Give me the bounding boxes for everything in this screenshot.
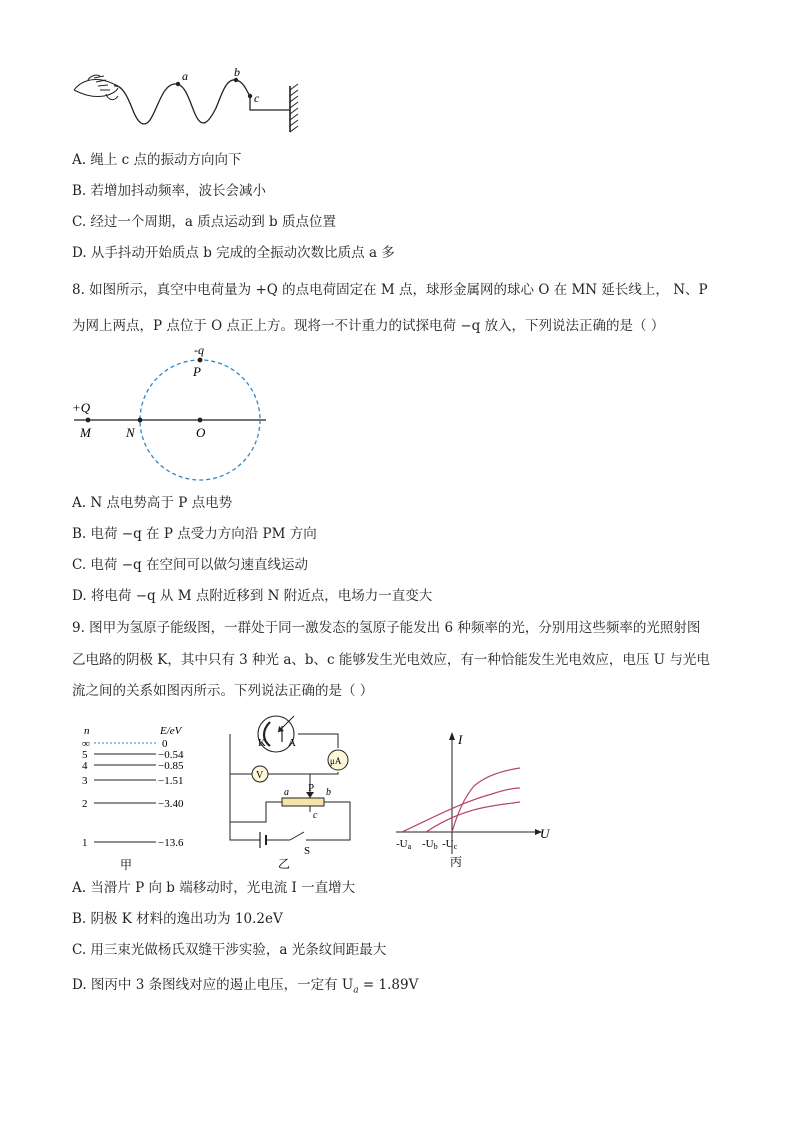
label-minus-q: -q: [194, 343, 204, 357]
q9-option-b: B. 阴极 K 材料的逸出功为 10.2eV: [72, 911, 283, 927]
label-b-end: b: [326, 787, 331, 798]
point-n: [138, 418, 143, 423]
q9-option-c: C. 用三束光做杨氏双缝干涉实验，a 光条纹间距最大: [72, 942, 387, 958]
caption-jia: 甲: [120, 858, 133, 872]
n-header: n: [84, 725, 90, 737]
level-n-1: 1: [82, 837, 88, 849]
q8-stem-line-2: 为网上两点，P 点位于 O 点正上方。现将一不计重力的试探电荷 −q 放入，下列说法正确的是（ ）: [72, 318, 665, 334]
label-c-tap: c: [313, 810, 318, 821]
label-s: S: [304, 845, 311, 857]
q9-stem-line-1: 9. 图甲为氢原子能级图，一群处于同一激发态的氢原子能发出 6 种频率的光，分别用这些频率的光照射图: [72, 620, 701, 636]
wall: [290, 84, 298, 132]
wire-bottom: [230, 822, 260, 840]
y-axis-arrow: [449, 732, 455, 740]
label-n: N: [126, 425, 135, 440]
label-m: M: [80, 425, 91, 440]
tick-uc: -Uc: [442, 838, 458, 851]
level-n-inf: ∞: [82, 738, 90, 750]
q9-option-d: [72, 977, 418, 999]
label-a-end: a: [284, 787, 289, 798]
label-plus-q: +Q: [72, 400, 91, 415]
q9-option-a: A. 当滑片 P 向 b 端移动时，光电流 I 一直增大: [72, 880, 356, 896]
label-b: b: [234, 68, 240, 79]
level-e-2: −3.40: [158, 798, 184, 810]
rheostat: [282, 798, 324, 806]
level-n-2: 2: [82, 798, 88, 810]
q8-stem-line-1: 8. 如图所示，真空中电荷量为 +Q 的点电荷固定在 M 点，球形金属网的球心 O 在 MN 延长线上， N、P: [72, 282, 708, 298]
e-header: E/eV: [160, 725, 182, 737]
q7-option-c: C. 经过一个周期，a 质点运动到 b 质点位置: [72, 214, 336, 230]
level-e-inf: 0: [162, 738, 168, 750]
energy-level-diagram: [78, 724, 198, 874]
level-n-4: 4: [82, 760, 88, 772]
switch-blade: [290, 832, 304, 840]
q9-stem-line-2: 乙电路的阴极 K，其中只有 3 种光 a、b、c 能够发生光电效应，有一种恰能发生光电效应，电压 U 与光电: [72, 652, 710, 668]
level-n-3: 3: [82, 775, 88, 787]
label-ua: μA: [330, 756, 342, 766]
level-n-5: 5: [82, 749, 88, 761]
point-m: [86, 418, 91, 423]
point-p: [198, 358, 203, 363]
label-p-slider: P: [308, 782, 315, 794]
label-o: O: [196, 425, 206, 440]
q8-option-d: D. 将电荷 −q 从 M 点附近移到 N 附近点，电场力一直变大: [72, 588, 433, 604]
wire-top-right: [298, 734, 338, 748]
label-anode: A: [288, 737, 296, 749]
q7-option-b: B. 若增加抖动频率，波长会减小: [72, 183, 267, 199]
y-label: I: [458, 732, 463, 747]
label-k: K: [258, 737, 266, 749]
wire-rheostat: [254, 802, 282, 822]
q9-option-d-text: D. 图丙中 3 条图线对应的遏止电压，一定有 U: [72, 977, 354, 993]
curve-b: [426, 802, 520, 832]
caption-yi: 乙: [278, 857, 291, 871]
point-c: [248, 94, 252, 98]
q7-option-d: D. 从手抖动开始质点 b 完成的全振动次数比质点 a 多: [72, 245, 395, 261]
hand-icon: [74, 75, 118, 99]
q7-option-a: A. 绳上 c 点的振动方向向下: [72, 152, 242, 168]
q8-option-c: C. 电荷 −q 在空间可以做匀速直线运动: [72, 557, 308, 573]
q7-wave-figure: [70, 68, 310, 138]
wire-right-ammeter: [310, 772, 338, 792]
q8-field-figure: [66, 340, 276, 485]
wire-right: [306, 802, 350, 840]
level-e-1: −13.6: [158, 837, 184, 849]
point-o: [198, 418, 203, 423]
label-c: c: [254, 91, 260, 105]
label-p: P: [193, 364, 201, 379]
level-e-5: −0.54: [158, 749, 184, 761]
wire-top: [230, 734, 254, 774]
x-label: U: [540, 826, 550, 841]
label-v: V: [256, 770, 264, 781]
photoelectric-circuit: [218, 712, 366, 872]
q8-option-b: B. 电荷 −q 在 P 点受力方向沿 PM 方向: [72, 526, 317, 542]
q8-option-a: A. N 点电势高于 P 点电势: [72, 495, 233, 511]
tick-ua: -Ua: [396, 838, 412, 851]
label-a: a: [182, 69, 188, 83]
q9-stem-line-3: 流之间的关系如图丙所示。下列说法正确的是（ ）: [72, 683, 374, 699]
caption-bing: 丙: [450, 855, 463, 869]
point-a: [176, 82, 180, 86]
tick-ub: -Ub: [422, 838, 438, 851]
level-e-4: −0.85: [158, 760, 184, 772]
iu-graph: [392, 726, 560, 872]
q9-option-d-sub: a: [353, 985, 359, 996]
rope-wave: [114, 80, 290, 124]
q9-option-d-tail: = 1.89V: [358, 977, 419, 993]
curve-a: [402, 788, 520, 832]
wire-left: [230, 774, 254, 822]
curve-c: [452, 768, 520, 832]
level-e-3: −1.51: [158, 775, 184, 787]
